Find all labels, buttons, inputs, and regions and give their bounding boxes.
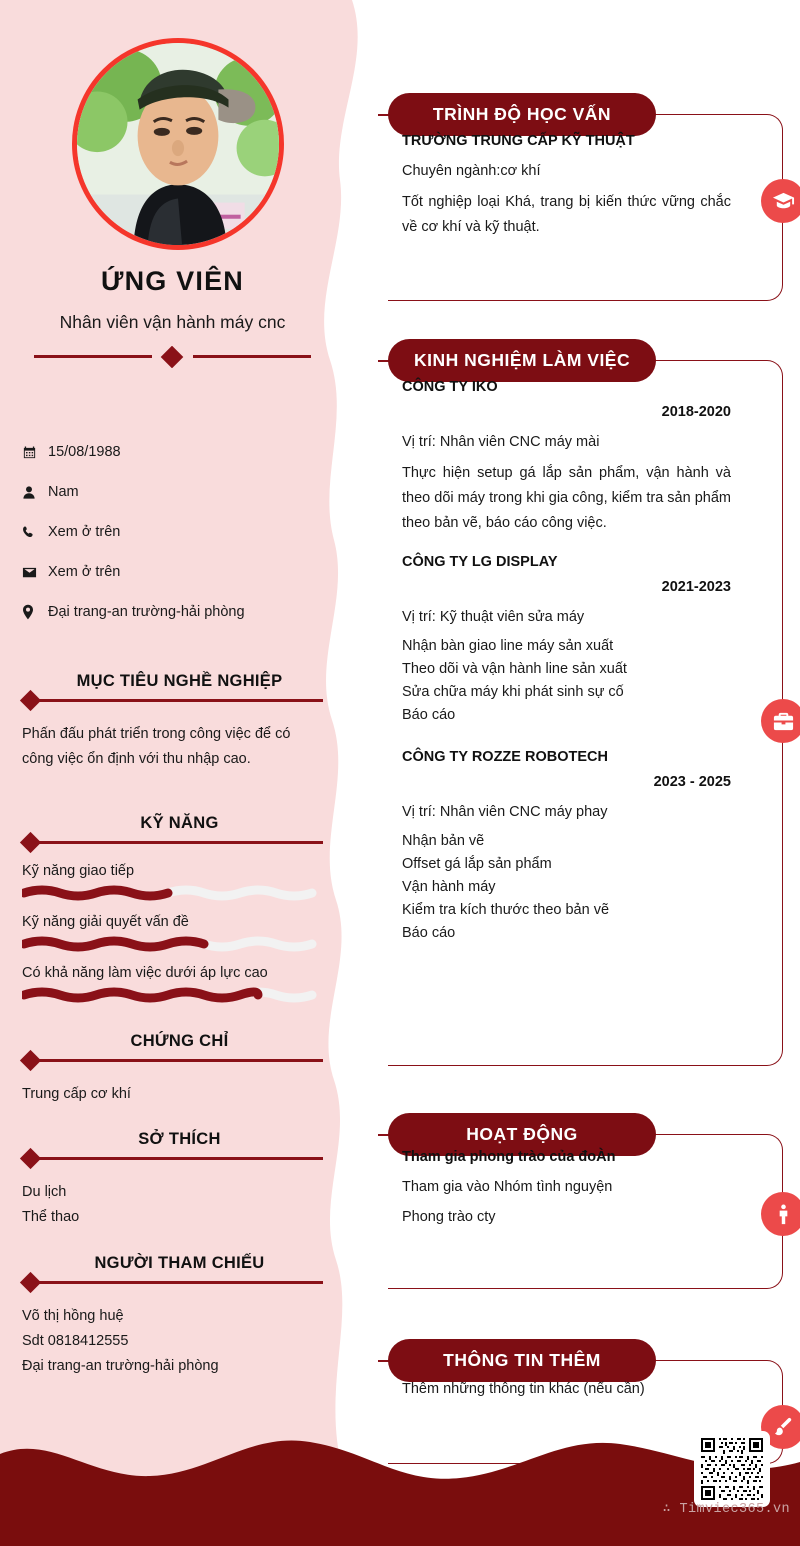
briefcase-icon (761, 699, 800, 743)
qr-code (694, 1431, 770, 1507)
skill-bar (22, 885, 318, 901)
candidate-photo (72, 38, 284, 250)
section-rule (22, 834, 323, 850)
certificate-item: Trung cấp cơ khí (22, 1086, 131, 1102)
activity-heading: Tham gia phong trào của đoÀn (402, 1149, 616, 1165)
skill-bar (22, 987, 318, 1003)
job-company: CÔNG TY IKO (402, 379, 498, 395)
reference-line: Sdt 0818412555 (22, 1333, 129, 1349)
section-rule (22, 1052, 323, 1068)
section-references (22, 1254, 323, 1379)
job-entry (402, 554, 731, 727)
job-years: 2021-2023 (661, 579, 731, 595)
job-bullets (402, 830, 731, 945)
job-position: Vị trí: Nhân viên CNC máy mài (402, 434, 600, 450)
card-education (378, 93, 783, 301)
hobbies-title: SỞ THÍCH (138, 1130, 221, 1148)
job-description: Thực hiện setup gá lắp sản phẩm, vận hành và theo dõi máy trong khi gia công, kiểm tra sản phẩm theo bản vẽ, báo cáo công việc. (402, 465, 731, 531)
education-major: Chuyên ngành:cơ khí (402, 163, 541, 179)
phone-icon (22, 525, 48, 540)
contact-text: 15/08/1988 (48, 444, 121, 460)
person-running-icon (761, 1192, 800, 1236)
skill-label: Kỹ năng giải quyết vấn đề (22, 914, 189, 930)
contact-row (22, 592, 332, 632)
hobby-item: Thể thao (22, 1209, 80, 1225)
site-credit: ∴ Timviec365.vn (662, 1502, 790, 1517)
contact-text: Xem ở trên (48, 524, 121, 540)
candidate-name: ỨNG VIÊN (100, 266, 245, 296)
contact-text: Đại trang-an trường-hải phòng (48, 604, 245, 620)
job-bullet: Vận hành máy (402, 879, 496, 895)
activity-line: Tham gia vào Nhóm tình nguyện (402, 1179, 613, 1195)
photo-illustration (77, 43, 279, 245)
skills-title: KỸ NĂNG (140, 814, 219, 832)
contact-list (22, 432, 332, 632)
job-entry (402, 379, 731, 536)
job-company: CÔNG TY ROZZE ROBOTECH (402, 749, 608, 765)
location-pin-icon (22, 604, 48, 620)
envelope-icon (22, 566, 48, 579)
section-title-education: TRÌNH ĐỘ HỌC VẤN (388, 93, 656, 136)
section-objective (22, 672, 323, 772)
job-bullet: Nhận bàn giao line máy sản xuất (402, 638, 614, 654)
section-rule (22, 1150, 323, 1166)
job-bullet: Sửa chữa máy khi phát sinh sự cố (402, 684, 624, 700)
job-bullet: Báo cáo (402, 707, 456, 723)
job-bullet: Theo dõi và vận hành line sản xuất (402, 661, 627, 677)
education-detail: Tốt nghiệp loại Khá, trang bị kiến thức vững chắc về cơ khí và kỹ thuật. (402, 194, 731, 235)
reference-line: Võ thị hồng huệ (22, 1308, 124, 1324)
user-icon (22, 485, 48, 500)
objective-title: MỤC TIÊU NGHỀ NGHIỆP (76, 672, 283, 690)
reference-line: Đại trang-an trường-hải phòng (22, 1358, 219, 1374)
additional-text: Thêm những thông tin khác (nếu cần) (402, 1381, 645, 1397)
card-experience (378, 339, 783, 1066)
section-title-additional: THÔNG TIN THÊM (388, 1339, 656, 1382)
job-bullet: Kiểm tra kích thước theo bản vẽ (402, 902, 610, 918)
contact-row (22, 472, 332, 512)
section-title-experience: KINH NGHIỆM LÀM VIỆC (388, 339, 656, 382)
job-bullet: Offset gá lắp sản phẩm (402, 856, 552, 872)
contact-row (22, 432, 332, 472)
contact-text: Nam (48, 484, 79, 500)
skill-label: Có khả năng làm việc dưới áp lực cao (22, 965, 268, 981)
contact-row (22, 512, 332, 552)
section-certificates (22, 1032, 323, 1107)
section-rule (22, 1274, 323, 1290)
job-bullets (402, 635, 731, 727)
section-title-activities: HOẠT ĐỘNG (388, 1113, 656, 1156)
job-years: 2018-2020 (661, 404, 731, 420)
skill-label: Kỹ năng giao tiếp (22, 863, 135, 879)
job-entry (402, 749, 731, 945)
job-position: Vị trí: Kỹ thuật viên sửa máy (402, 609, 585, 625)
hobby-item: Du lịch (22, 1184, 67, 1200)
references-title: NGƯỜI THAM CHIẾU (94, 1254, 265, 1272)
job-bullet: Báo cáo (402, 925, 456, 941)
qr-code-image (699, 1436, 765, 1502)
activity-line: Phong trào cty (402, 1209, 496, 1225)
job-company: CÔNG TY LG DISPLAY (402, 554, 558, 570)
section-hobbies (22, 1130, 323, 1230)
card-activities (378, 1113, 783, 1289)
section-skills (22, 814, 323, 1003)
candidate-role: Nhân viên vận hành máy cnc (59, 312, 286, 332)
contact-row (22, 552, 332, 592)
contact-text: Xem ở trên (48, 564, 121, 580)
job-bullet: Nhận bản vẽ (402, 833, 485, 849)
name-divider (22, 346, 323, 368)
job-years: 2023 - 2025 (653, 774, 731, 790)
calendar-icon (22, 445, 48, 460)
footer-wave (0, 1426, 800, 1546)
section-rule (22, 692, 323, 708)
objective-text: Phấn đấu phát triển trong công việc để có công việc ổn định với thu nhập cao. (22, 726, 291, 767)
graduation-cap-icon (761, 179, 800, 223)
certificates-title: CHỨNG CHỈ (130, 1032, 229, 1050)
job-position: Vị trí: Nhân viên CNC máy phay (402, 804, 608, 820)
education-school: TRƯỜNG TRUNG CẤP KỸ THUẬT (402, 133, 635, 149)
skill-bar (22, 936, 318, 952)
